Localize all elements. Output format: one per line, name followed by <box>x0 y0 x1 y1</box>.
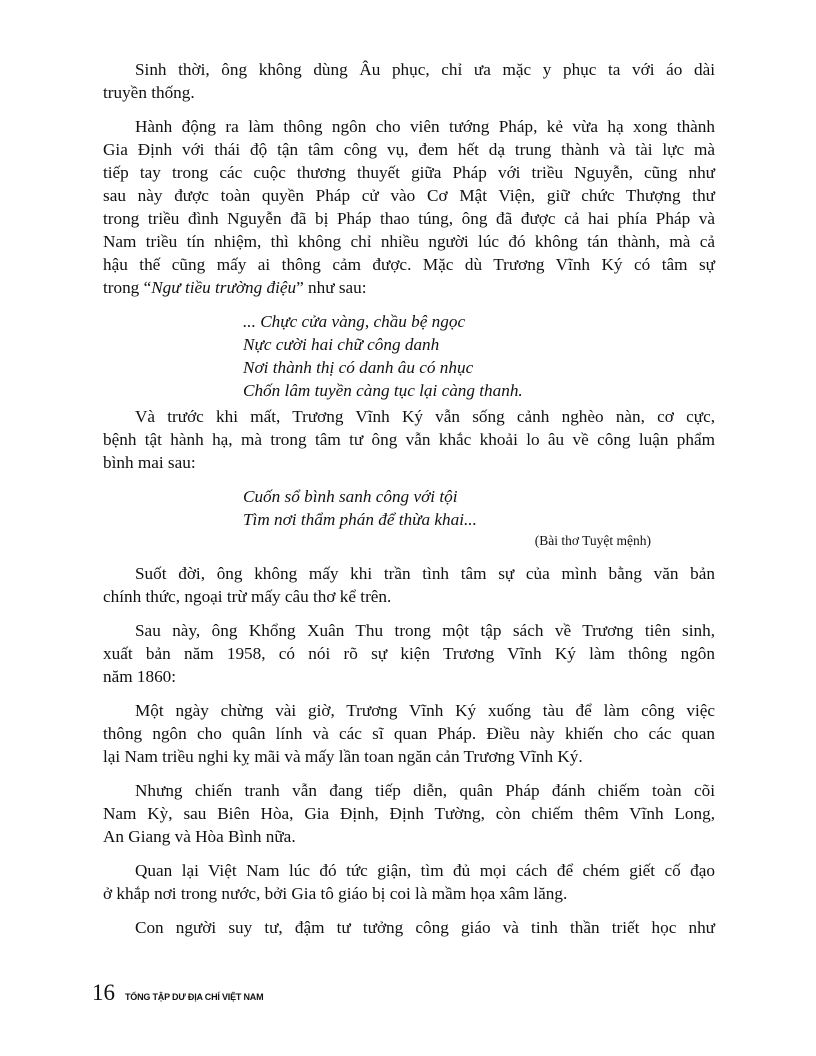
paragraph <box>103 779 715 848</box>
text-line: thông ngôn cho quân lính và các sĩ quan Pháp. Điều này khiến cho các quan <box>103 724 715 743</box>
page-body <box>103 58 715 950</box>
text-line: ở khắp nơi trong nước, bởi Gia tô giáo bị coi là mầm họa xâm lăng. <box>103 884 568 903</box>
text-line: Hành động ra làm thông ngôn cho viên tướng Pháp, kẻ vừa hạ xong thành <box>135 117 715 136</box>
text-line: truyền thống. <box>103 83 195 102</box>
text-line: hậu thế cũng mấy ai thông cảm được. Mặc dù Trương Vĩnh Ký có tâm sự <box>103 255 715 274</box>
poem-line: Nơi thành thị có danh âu có nhục <box>243 358 474 377</box>
paragraph <box>103 562 715 608</box>
paragraph <box>103 619 715 688</box>
page-footer <box>92 980 263 1006</box>
text-line: Nam triều tín nhiệm, thì không chỉ nhiều người lúc đó không tán thành, mà cả <box>103 232 715 251</box>
paragraph <box>103 859 715 905</box>
text-line: Con người suy tư, đậm tư tưởng công giáo và tinh thần triết học như <box>135 918 715 937</box>
running-title: TỔNG TẬP DƯ ĐỊA CHÍ VIỆT NAM <box>125 992 264 1002</box>
text-line: Nam Kỳ, sau Biên Hòa, Gia Định, Định Tường, còn chiếm thêm Vĩnh Long, <box>103 804 715 823</box>
paragraph <box>103 58 715 104</box>
text-line: Nhưng chiến tranh vẫn đang tiếp diễn, quân Pháp đánh chiếm toàn cõi <box>135 781 715 800</box>
text-line: chính thức, ngoại trừ mấy câu thơ kể trên. <box>103 587 392 606</box>
text-line: Gia Định với thái độ tận tâm công vụ, đem hết dạ trung thành và tài lực mà <box>103 140 715 159</box>
text-fragment: trong “ <box>103 278 152 297</box>
paragraph <box>103 115 715 299</box>
paragraph <box>103 916 715 939</box>
text-line: bình mai sau: <box>103 453 196 472</box>
text-line: Quan lại Việt Nam lúc đó tức giận, tìm đủ mọi cách để chém giết cố đạo <box>135 861 715 880</box>
text-line: bệnh tật hành hạ, mà trong tâm tư ông vẫn khắc khoải lo âu về công luận phẩm <box>103 430 715 449</box>
poem-line: Cuốn sổ bình sanh công với tội <box>243 487 458 506</box>
text-line: Sinh thời, ông không dùng Âu phục, chỉ ưa mặc y phục ta với áo dài <box>135 60 715 79</box>
page-number: 16 <box>92 980 115 1005</box>
poem-line: Chốn lâm tuyền càng tục lại càng thanh. <box>243 381 523 400</box>
poem-line: Nực cười hai chữ công danh <box>243 335 440 354</box>
text-line: Một ngày chừng vài giờ, Trương Vĩnh Ký xuống tàu để làm công việc <box>135 701 715 720</box>
work-title: Ngư tiều trường điệu <box>151 278 297 297</box>
text-line: Và trước khi mất, Trương Vĩnh Ký vẫn sống cảnh nghèo nàn, cơ cực, <box>135 407 715 426</box>
text-line: trong triều đình Nguyễn đã bị Pháp thao túng, ông đã được cả hai phía Pháp và <box>103 209 715 228</box>
text-line: An Giang và Hòa Bình nữa. <box>103 827 296 846</box>
poem-attribution: (Bài thơ Tuyệt mệnh) <box>534 533 651 548</box>
poem-quote <box>103 310 715 402</box>
text-line: xuất bản năm 1958, có nói rõ sự kiện Trương Vĩnh Ký làm thông ngôn <box>103 644 715 663</box>
poem-line: Tìm nơi thẩm phán để thừa khai... <box>243 510 477 529</box>
text-fragment: ” như sau: <box>296 278 367 297</box>
text-line: sau này được toàn quyền Pháp cử vào Cơ Mật Viện, giữ chức Thượng thư <box>103 186 715 205</box>
poem-line: ... Chực cửa vàng, chầu bệ ngọc <box>243 312 466 331</box>
text-line: Sau này, ông Khổng Xuân Thu trong một tập sách về Trương tiên sinh, <box>135 621 715 640</box>
text-line: năm 1860: <box>103 667 177 686</box>
text-line: Suốt đời, ông không mấy khi trần tình tâm sự của mình bằng văn bản <box>135 564 715 583</box>
text-line: tiếp tay trong các cuộc thương thuyết giữa Pháp với triều Nguyễn, cũng như <box>103 163 715 182</box>
paragraph <box>103 699 715 768</box>
poem-quote <box>103 485 715 531</box>
paragraph <box>103 405 715 474</box>
text-line <box>103 276 715 299</box>
text-line: lại Nam triều nghi kỵ mãi và mấy lần toan ngăn cản Trương Vĩnh Ký. <box>103 747 583 766</box>
